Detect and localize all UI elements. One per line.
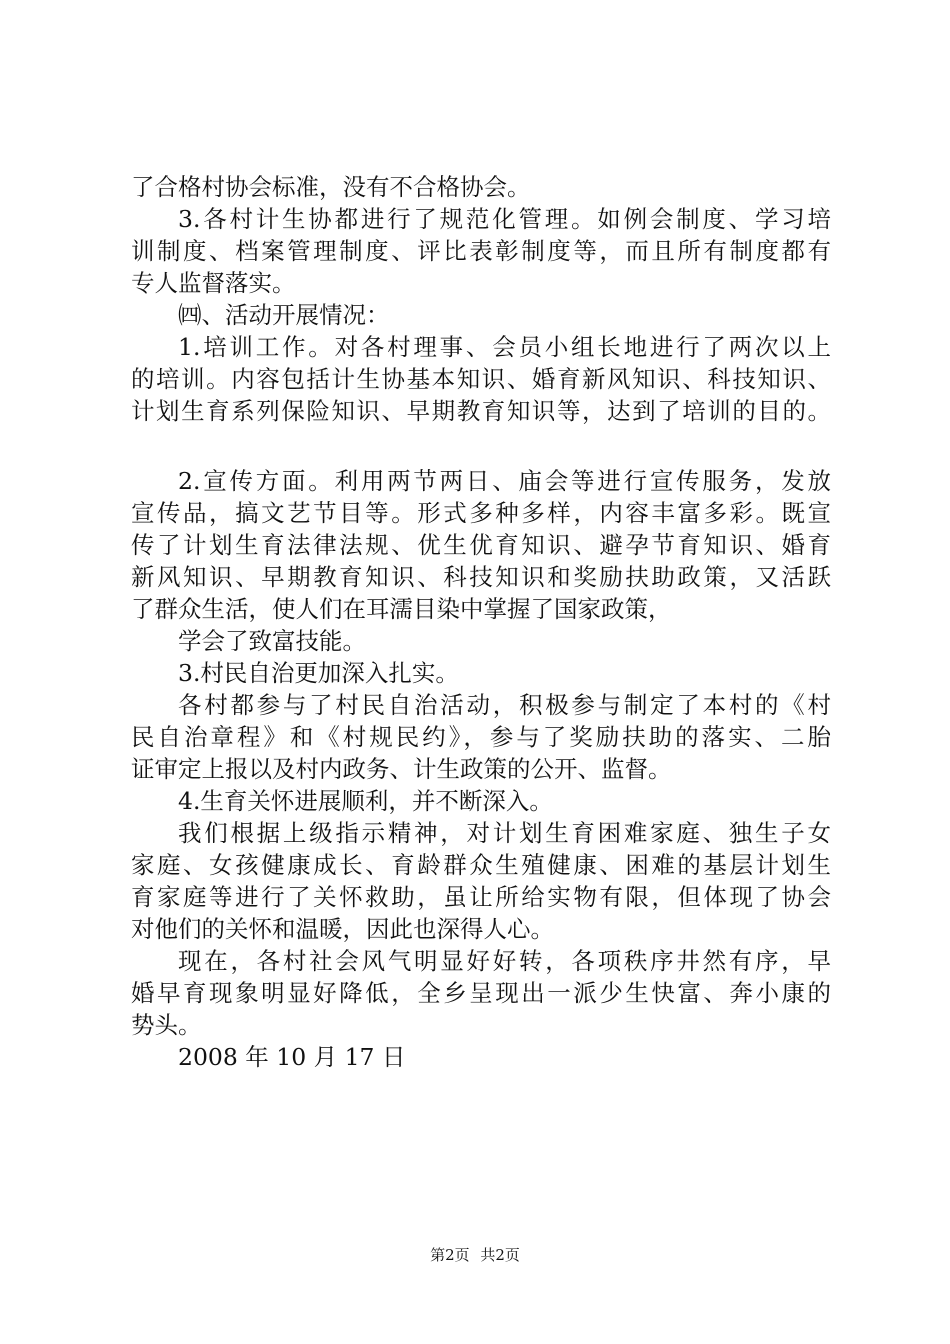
text-line: 了群众生活，使人们在耳濡目染中掌握了国家政策， [131,595,672,623]
document-date: 2008 年 10 月 17 日 [178,1043,406,1071]
text-line: 学会了致富技能。 [178,627,366,655]
text-line: 证审定上报以及村内政务、计生政策的公开、监督。 [131,755,672,783]
text-line: 对他们的关怀和温暖，因此也深得人心。 [131,915,554,943]
document-body [131,171,831,1073]
text-line: 4.生育关怀进展顺利，并不断深入。 [178,787,553,815]
text-line: 训制度、档案管理制度、评比表彰制度等，而且所有制度都有 [131,237,831,265]
text-line: 3.各村计生协都进行了规范化管理。如例会制度、学习培 [178,205,831,233]
page-footer [0,1244,950,1265]
text-line: 计划生育系列保险知识、早期教育知识等，达到了培训的目的。 [131,397,831,425]
text-line: 2.宣传方面。利用两节两日、庙会等进行宣传服务，发放 [178,467,831,495]
text-line: 的培训。内容包括计生协基本知识、婚育新风知识、科技知识、 [131,365,831,393]
text-line: 家庭、女孩健康成长、育龄群众生殖健康、困难的基层计划生 [131,851,831,879]
text-line: 新风知识、早期教育知识、科技知识和奖励扶助政策，又活跃 [131,563,831,591]
text-line: 我们根据上级指示精神，对计划生育困难家庭、独生子女 [178,819,831,847]
text-line: 现在，各村社会风气明显好好转，各项秩序井然有序，早 [178,947,831,975]
text-line: 各村都参与了村民自治活动，积极参与制定了本村的《村 [178,691,831,719]
text-line: 传了计划生育法律法规、优生优育知识、避孕节育知识、婚育 [131,531,831,559]
page-number: 第2页 [430,1246,470,1264]
paragraph-gap [131,427,831,465]
text-line: 专人监督落实。 [131,269,296,297]
text-line: 民自治章程》和《村规民约》，参与了奖励扶助的落实、二胎 [131,723,831,751]
page-total: 共2页 [480,1246,520,1264]
text-line: 了合格村协会标准，没有不合格协会。 [131,173,531,201]
text-line: 3.村民自治更加深入扎实。 [178,659,459,687]
section-heading: ㈣、活动开展情况： [178,301,390,329]
text-line: 势头。 [131,1011,202,1039]
text-line: 宣传品，搞文艺节目等。形式多种多样，内容丰富多彩。既宣 [131,499,831,527]
text-line: 育家庭等进行了关怀救助，虽让所给实物有限，但体现了协会 [131,883,831,911]
text-line: 1.培训工作。对各村理事、会员小组长地进行了两次以上 [178,333,831,361]
text-line: 婚早育现象明显好降低，全乡呈现出一派少生快富、奔小康的 [131,979,831,1007]
